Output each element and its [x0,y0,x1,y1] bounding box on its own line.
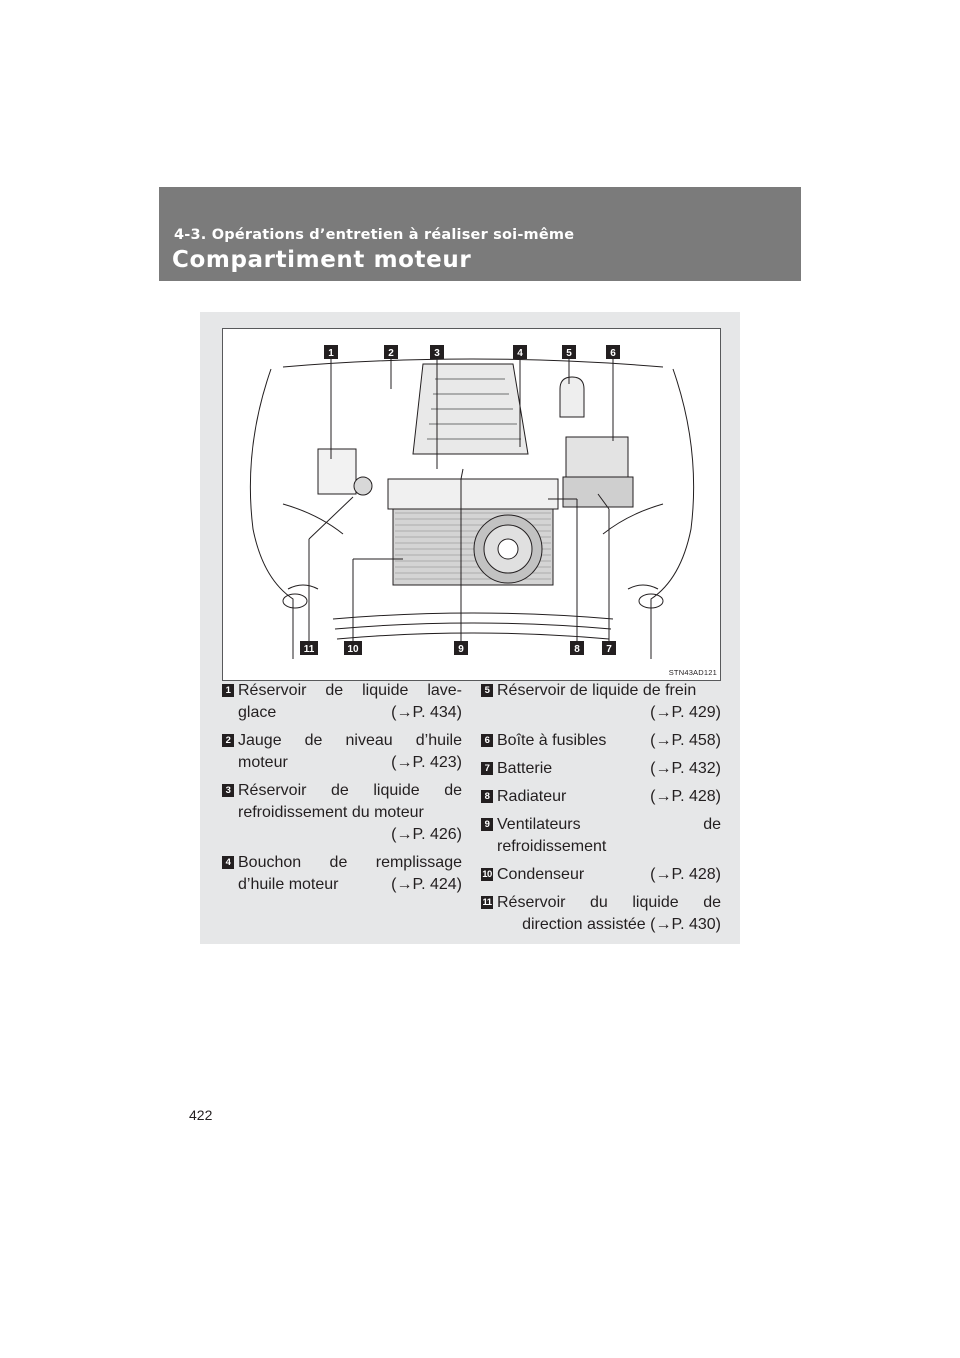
list-item: 2 Jauge de niveau d’huile moteur (→P. 423) [222,730,462,774]
callout-7: 7 [606,644,612,655]
callout-5: 5 [566,348,572,359]
list-item: 6 Boîte à fusibles (→P. 458) [481,730,721,752]
list-item: 8 Radiateur (→P. 428) [481,786,721,808]
item-number: 9 [481,818,493,831]
component-list-left [222,680,462,896]
callout-2: 2 [388,348,394,359]
list-item: 11 Réservoir du liquide de direction assistée (→P. 430) [482,894,721,933]
item-number: 7 [481,762,493,775]
item-number: 5 [481,684,493,697]
list-item: 3 Réservoir de liquide de refroidissement du moteur (→P. 426) [222,780,462,846]
list-item: 9 Ventilateurs de refroidissement [481,814,721,858]
section-title: 4-3. Opérations d’entretien à réaliser soi-même [174,227,575,243]
left-fender [250,369,293,659]
section-header [159,187,801,281]
callout-10: 10 [347,644,359,655]
grille [333,613,613,639]
callout-6: 6 [610,348,616,359]
callout-9: 9 [458,644,464,655]
callout-8: 8 [574,644,580,655]
callout-4: 4 [517,348,523,359]
engine-illustration [223,329,720,680]
fuse-box [566,437,628,479]
item-number: 11 [482,897,492,908]
item-number: 1 [222,684,234,697]
callout-3: 3 [434,348,440,359]
right-fender [651,369,694,659]
item-number: 4 [222,856,234,869]
callout-1: 1 [328,348,334,359]
list-item: 1 Réservoir de liquide lave- glace (→P. 434) [222,680,462,724]
battery [563,477,633,507]
item-number: 10 [482,869,492,880]
component-list-right [481,680,721,936]
washer-tank [318,449,356,494]
list-item: 4 Bouchon de remplissage d’huile moteur (→P. 424) [222,852,462,896]
item-number: 3 [222,784,234,797]
item-number: 8 [481,790,493,803]
page-title: Compartiment moteur [172,247,472,273]
list-item: 7 Batterie (→P. 432) [481,758,721,780]
engine-compartment-figure [222,328,721,681]
callouts-bottom [300,641,616,655]
list-item: 10 Condenseur (→P. 428) [482,866,721,883]
page-number: 422 [189,1107,213,1123]
item-number: 2 [222,734,234,747]
callout-11: 11 [303,644,315,655]
watermark: carmanualsonline.info [731,1323,944,1345]
list-item: 5 Réservoir de liquide de frein (→P. 429) [481,680,721,724]
item-number: 6 [481,734,493,747]
callouts-top [324,345,620,359]
brake-reservoir [560,377,584,417]
figure-code: STN43AD121 [668,668,717,677]
